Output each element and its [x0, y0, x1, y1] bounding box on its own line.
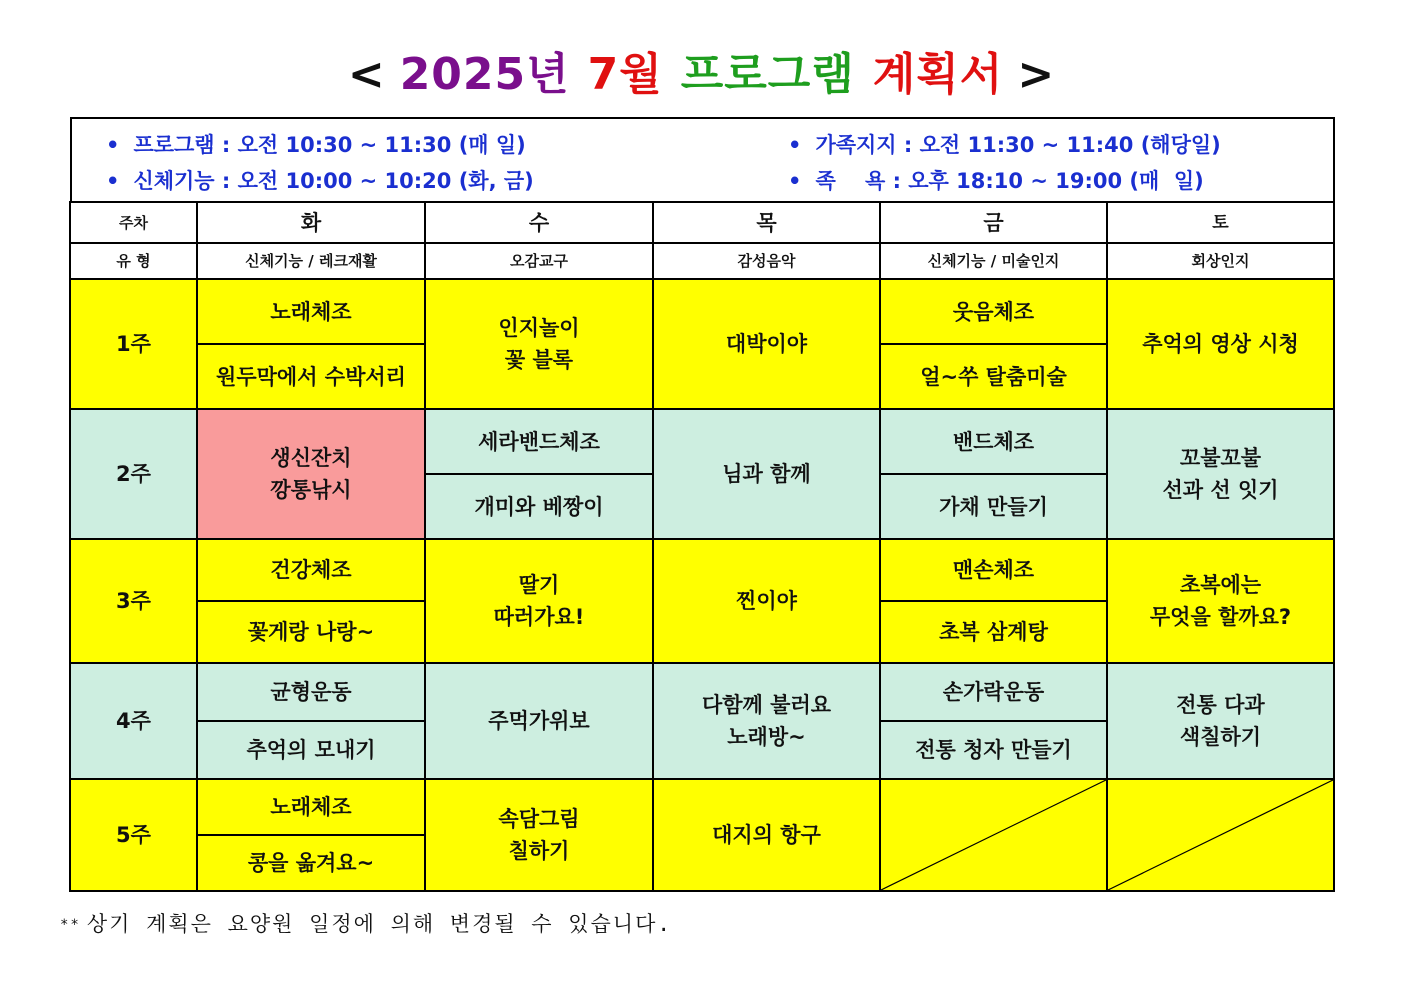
- activity-cell: [425, 279, 653, 409]
- week-label: 2주: [70, 409, 197, 539]
- activity-cell: 가채 만들기: [880, 474, 1107, 539]
- week-header: 주차: [70, 202, 197, 243]
- activity-line: 깡통낚시: [270, 478, 352, 502]
- type-row: [70, 243, 1334, 279]
- activity-line: 속담그림: [498, 807, 580, 831]
- activity-cell: 노래체조: [197, 779, 425, 835]
- day-header-tue: 화: [197, 202, 425, 243]
- activity-line: 생신잔치: [270, 446, 352, 470]
- activity-line: 전통 다과: [1176, 693, 1265, 717]
- title-month: 7월: [587, 49, 663, 100]
- title-program: 프로그램: [680, 49, 855, 100]
- activity-line: 초복에는: [1179, 573, 1262, 597]
- type-sat: 회상인지: [1107, 243, 1334, 279]
- title-plan: 계획서: [872, 49, 1004, 100]
- activity-line: 꼬불꼬불: [1179, 446, 1262, 470]
- activity-cell: 주먹가위보: [425, 663, 653, 779]
- activity-cell: 대지의 항구: [653, 779, 880, 891]
- activity-cell: 얼~쑤 탈춤미술: [880, 344, 1107, 409]
- day-header-fri: 금: [880, 202, 1107, 243]
- empty-cell-sat: [1107, 779, 1334, 891]
- week-label: 5주: [70, 779, 197, 891]
- table-row: [70, 663, 1334, 721]
- activity-cell: 초복 삼계탕: [880, 601, 1107, 663]
- activity-cell: 찐이야: [653, 539, 880, 663]
- activity-cell: [1107, 409, 1334, 539]
- info-physical: [106, 165, 534, 195]
- activity-cell: 밴드체조: [880, 409, 1107, 474]
- info-bath-text: 족 욕 : 오후 18:10 ~ 19:00 (매 일): [815, 169, 1204, 193]
- info-program-text: 프로그램 : 오전 10:30 ~ 11:30 (매 일): [133, 133, 526, 157]
- table-row: [70, 779, 1334, 835]
- bullet-icon: •: [106, 169, 120, 193]
- empty-cell-fri: [880, 779, 1107, 891]
- bullet-icon: •: [788, 169, 802, 193]
- activity-line: 따러가요!: [493, 605, 585, 629]
- activity-cell: 세라밴드체조: [425, 409, 653, 474]
- birthday-activity-cell: [197, 409, 425, 539]
- type-tue: 신체기능 / 레크재활: [197, 243, 425, 279]
- activity-cell: 콩을 옮겨요~: [197, 835, 425, 891]
- activity-cell: 추억의 모내기: [197, 721, 425, 779]
- info-program: [106, 129, 526, 159]
- activity-cell: 님과 함께: [653, 409, 880, 539]
- info-physical-text: 신체기능 : 오전 10:00 ~ 10:20 (화, 금): [133, 169, 534, 193]
- activity-cell: 균형운동: [197, 663, 425, 721]
- activity-cell: 건강체조: [197, 539, 425, 601]
- table-row: [70, 409, 1334, 474]
- activity-line: 색칠하기: [1179, 725, 1262, 749]
- activity-cell: 대박이야: [653, 279, 880, 409]
- title-year: 2025년: [399, 49, 570, 100]
- activity-line: 칠하기: [508, 839, 570, 863]
- footer-note-text: 상기 계획은 요양원 일정에 의해 변경될 수 있습니다.: [86, 912, 673, 936]
- week-label: 3주: [70, 539, 197, 663]
- activity-cell: 손가락운동: [880, 663, 1107, 721]
- week-label: 1주: [70, 279, 197, 409]
- activity-cell: [425, 779, 653, 891]
- day-header-thu: 목: [653, 202, 880, 243]
- activity-cell: 개미와 베짱이: [425, 474, 653, 539]
- activity-cell: 꽃게랑 나랑~: [197, 601, 425, 663]
- activity-cell: 추억의 영상 시청: [1107, 279, 1334, 409]
- footer-note: [60, 908, 672, 938]
- header-row: [70, 202, 1334, 243]
- type-fri: 신체기능 / 미술인지: [880, 243, 1107, 279]
- activity-cell: 원두막에서 수박서리: [197, 344, 425, 409]
- note-mark: **: [60, 917, 81, 933]
- activity-cell: 노래체조: [197, 279, 425, 344]
- activity-line: 선과 선 잇기: [1162, 478, 1279, 502]
- activity-cell: 전통 청자 만들기: [880, 721, 1107, 779]
- info-bath: [788, 165, 1204, 195]
- title-close-bracket: >: [1017, 49, 1056, 100]
- program-schedule-table: [69, 201, 1335, 892]
- activity-line: 노래방~: [727, 725, 806, 749]
- info-family-text: 가족지지 : 오전 11:30 ~ 11:40 (해당일): [815, 133, 1221, 157]
- activity-line: 꽃 블록: [504, 348, 574, 372]
- bullet-icon: •: [788, 133, 802, 157]
- activity-cell: [653, 663, 880, 779]
- table-row: [70, 279, 1334, 344]
- activity-cell: 웃음체조: [880, 279, 1107, 344]
- diagonal-slash-icon: [881, 780, 1106, 890]
- schedule-info-box: [70, 117, 1335, 203]
- table-row: [70, 539, 1334, 601]
- type-wed: 오감교구: [425, 243, 653, 279]
- diagonal-slash-icon: [1108, 780, 1333, 890]
- day-header-wed: 수: [425, 202, 653, 243]
- activity-cell: [425, 539, 653, 663]
- activity-line: 인지놀이: [498, 316, 580, 340]
- activity-cell: [1107, 539, 1334, 663]
- type-thu: 감성음악: [653, 243, 880, 279]
- page-title: [0, 40, 1403, 110]
- title-open-bracket: <: [347, 49, 386, 100]
- bullet-icon: •: [106, 133, 120, 157]
- activity-line: 딸기: [518, 573, 560, 597]
- day-header-sat: 토: [1107, 202, 1334, 243]
- week-label: 4주: [70, 663, 197, 779]
- type-label: 유 형: [70, 243, 197, 279]
- activity-cell: [1107, 663, 1334, 779]
- activity-line: 다함께 불러요: [701, 693, 832, 717]
- info-family: [788, 129, 1221, 159]
- activity-line: 무엇을 할까요?: [1149, 605, 1292, 629]
- activity-cell: 맨손체조: [880, 539, 1107, 601]
